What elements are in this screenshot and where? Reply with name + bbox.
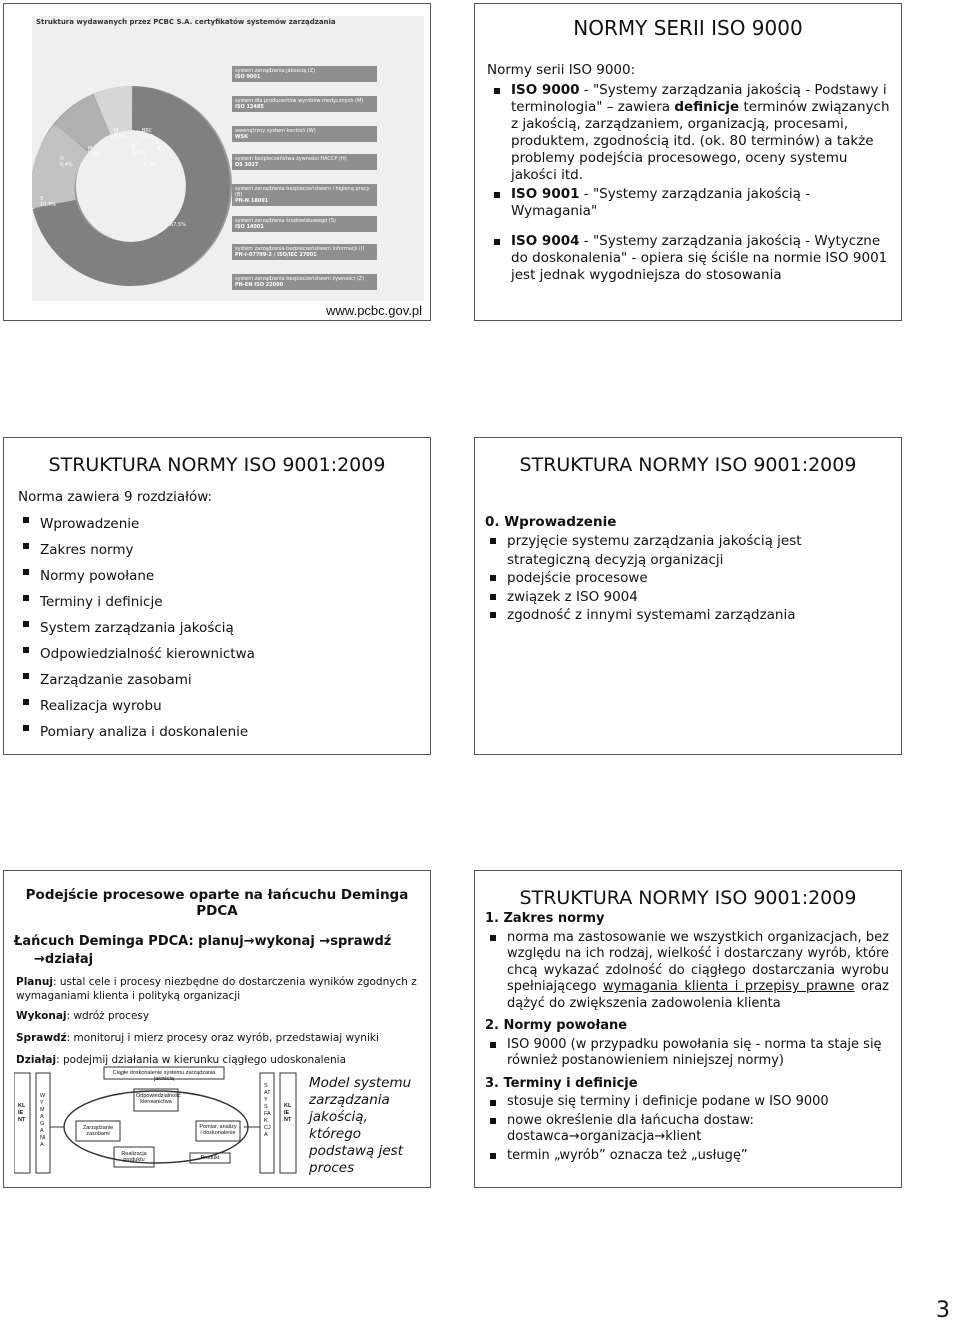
slice-label: M 7,0% bbox=[88, 146, 101, 158]
slide-structure-chapters bbox=[3, 437, 431, 755]
terms-item: stosuje się terminy i definicje podane w ISO 9000 bbox=[485, 1094, 889, 1111]
slide-title: Podejście procesowe oparte na łańcuchu Deminga PDCA bbox=[25, 887, 409, 919]
legend-item: system zarządzania bezpieczeństwem i higieną pracy (B) PN-N 18001 bbox=[232, 184, 377, 206]
section-heading: 0. Wprowadzenie bbox=[485, 514, 617, 530]
slice-label: I 0,3% bbox=[157, 140, 170, 152]
section-heading: 1. Zakres normy bbox=[485, 911, 605, 926]
chapter-item: System zarządzania jakością bbox=[18, 615, 430, 641]
chapter-item: Wprowadzenie bbox=[18, 511, 430, 537]
terms-list bbox=[485, 1094, 889, 1164]
chapter-item: Normy powołane bbox=[18, 563, 430, 589]
intro-item: przyjęcie systemu zarządzania jakością jest strategiczną decyzją organizacji bbox=[485, 532, 887, 569]
diagram-label: Produkt bbox=[200, 1155, 220, 1161]
diagram-label: Odpowiedzialność kierownictwa bbox=[136, 1093, 181, 1105]
diagram-label: WYMAGANIA bbox=[40, 1093, 46, 1148]
scope-item: norma ma zastosowanie we wszystkich organizacjach, bez względu na ich rodzaj, wielkość i dostarczany wyrób, które chcą wykazać zdolność do ciągłego dostarczania wyrobu spełniającego wymagania klienta i przepisy prawne oraz dążyć do zwiększenia zadowolenia klienta bbox=[485, 930, 889, 1013]
slice-label: M 1,5% bbox=[114, 128, 127, 140]
intro-text: Normy serii ISO 9000: bbox=[487, 62, 636, 78]
legend-item: system zarządzania bezpieczeństwem informacji (I) PN-I-07799-2 / ISO/IEC 27001 bbox=[232, 244, 377, 260]
slide-introduction bbox=[474, 437, 902, 755]
intro-text: Norma zawiera 9 rozdziałów: bbox=[18, 489, 213, 505]
intro-list bbox=[485, 532, 887, 625]
diagram-label: KLIENT bbox=[284, 1103, 292, 1123]
section-heading: 3. Terminy i definicje bbox=[485, 1075, 638, 1091]
pdca-row-plan: Planuj: ustal cele i procesy niezbędne do dostarczenia wyników zgodnych z wymaganiami klienta i polityką organizacji bbox=[16, 976, 417, 1002]
slide-iso-9000-series bbox=[474, 3, 902, 321]
slide-title: NORMY SERII ISO 9000 bbox=[573, 16, 803, 40]
page-number: 3 bbox=[936, 1298, 950, 1323]
slice-label: B 3,7% bbox=[132, 144, 145, 156]
chapter-item: Terminy i definicje bbox=[18, 589, 430, 615]
slide-scope bbox=[474, 870, 902, 1188]
process-model-diagram bbox=[14, 1063, 304, 1175]
chart-image bbox=[32, 16, 424, 301]
pdca-chain: Łańcuch Deminga PDCA: planuj→wykonaj →sprawdź →działaj bbox=[14, 934, 392, 967]
slice-label: BRC 1,6% bbox=[142, 128, 155, 140]
chapter-item: Zakres normy bbox=[18, 537, 430, 563]
pdca-row-act: Działaj: podejmij działania w kierunku ciągłego udoskonalenia bbox=[16, 1054, 347, 1066]
chapter-item: Realizacja wyrobu bbox=[18, 693, 430, 719]
section-heading: 2. Normy powołane bbox=[485, 1018, 628, 1033]
slice-label: H 6,4% bbox=[60, 156, 73, 168]
chapter-item: Pomiary analiza i doskonalenie bbox=[18, 719, 430, 745]
diagram-label: Zarządzanie zasobami bbox=[82, 1125, 114, 1137]
intro-item: zgodność z innymi systemami zarządzania bbox=[485, 606, 887, 625]
donut-chart bbox=[32, 86, 232, 286]
norm-item: ISO 9000 - "Systemy zarządzania jakością - Podstawy i terminologia" – zawiera definicje terminów związanych z jakością, zarządzaniem, organizacją, procesami, produktem, zgodnością itd. (ok. 80 terminów) a także problemy podejścia procesowego, oceny systemu jakości itd. bbox=[489, 82, 891, 184]
legend-item: system zarządzania jakością (Z) ISO 9001 bbox=[232, 66, 377, 82]
norm-item: ISO 9001 - "Systemy zarządzania jakością - Wymagania" bbox=[489, 186, 891, 220]
terms-item: termin „wyrób” oznacza też „usługę” bbox=[485, 1148, 889, 1165]
diagram-label: Pomiar, analizy i doskonalenie bbox=[199, 1124, 237, 1136]
chapter-item: Odpowiedzialność kierownictwa bbox=[18, 641, 430, 667]
terms-item: nowe określenie dla łańcucha dostaw: dostawca→organizacja→klient bbox=[485, 1113, 889, 1146]
intro-item: związek z ISO 9004 bbox=[485, 588, 887, 607]
norm-list bbox=[489, 82, 891, 284]
slide-certificates-chart bbox=[3, 3, 431, 321]
chapter-list bbox=[18, 511, 430, 745]
legend-item: system bezpieczeństwa żywności HACCP (H) DS 3027 bbox=[232, 154, 377, 170]
slide-title: STRUKTURA NORMY ISO 9001:2009 bbox=[519, 454, 857, 476]
slide-title: STRUKTURA NORMY ISO 9001:2009 bbox=[48, 454, 386, 476]
scope-content bbox=[485, 911, 889, 1164]
norm-item: ISO 9004 - "Systemy zarządzania jakością - Wytyczne do doskonalenia" - opiera się ściśle na normie ISO 9001 jest jednak wygodniejsza do stosowania bbox=[489, 233, 891, 284]
legend-item: system dla producentów wyrobów medycznych (M) ISO 13485 bbox=[232, 96, 377, 112]
chapter-item: Zarządzanie zasobami bbox=[18, 667, 430, 693]
intro-item: podejście procesowe bbox=[485, 569, 887, 588]
pdca-row-check: Sprawdź: monitoruj i mierz procesy oraz wyrób, przedstawiaj wyniki bbox=[16, 1032, 379, 1044]
slice-label: Z 67,5% bbox=[170, 216, 186, 228]
scope-list bbox=[485, 930, 889, 1013]
pdca-rows bbox=[16, 975, 418, 1067]
diagram-label: Realizacja produktu bbox=[121, 1151, 147, 1163]
slice-label: S 10,7% bbox=[40, 196, 56, 208]
slice-label: I 0,3% bbox=[144, 156, 157, 168]
legend-item: wewnętrzny system kontroli (W) WSK bbox=[232, 126, 377, 142]
slide-title: STRUKTURA NORMY ISO 9001:2009 bbox=[519, 887, 857, 909]
diagram-label: KLIENT bbox=[18, 1103, 26, 1123]
legend-item: system zarządzania środowiskowego (S) ISO 14001 bbox=[232, 216, 377, 232]
diagram-label: Ciągłe doskonalenie systemu zarządzania jakością bbox=[112, 1070, 216, 1082]
source-url: www.pcbc.gov.pl bbox=[326, 303, 422, 318]
normative-item: ISO 9000 (w przypadku powołania się - norma ta staje się również postanowieniem niniejszej normy) bbox=[485, 1037, 889, 1070]
diagram-label: SATYSFAKCJA bbox=[264, 1083, 271, 1138]
normative-list bbox=[485, 1037, 889, 1070]
slide-pdca bbox=[3, 870, 431, 1188]
chart-title: Struktura wydawanych przez PCBC S.A. certyfikatów systemów zarządzania bbox=[36, 18, 336, 26]
model-caption: Model systemu zarządzania jakością, którego podstawą jest proces bbox=[309, 1075, 412, 1176]
legend-item: system zarządzania bezpieczeństwem żywności (Z) PN-EN ISO 22000 bbox=[232, 274, 377, 290]
pdca-row-do: Wykonaj: wdróż procesy bbox=[16, 1010, 150, 1022]
